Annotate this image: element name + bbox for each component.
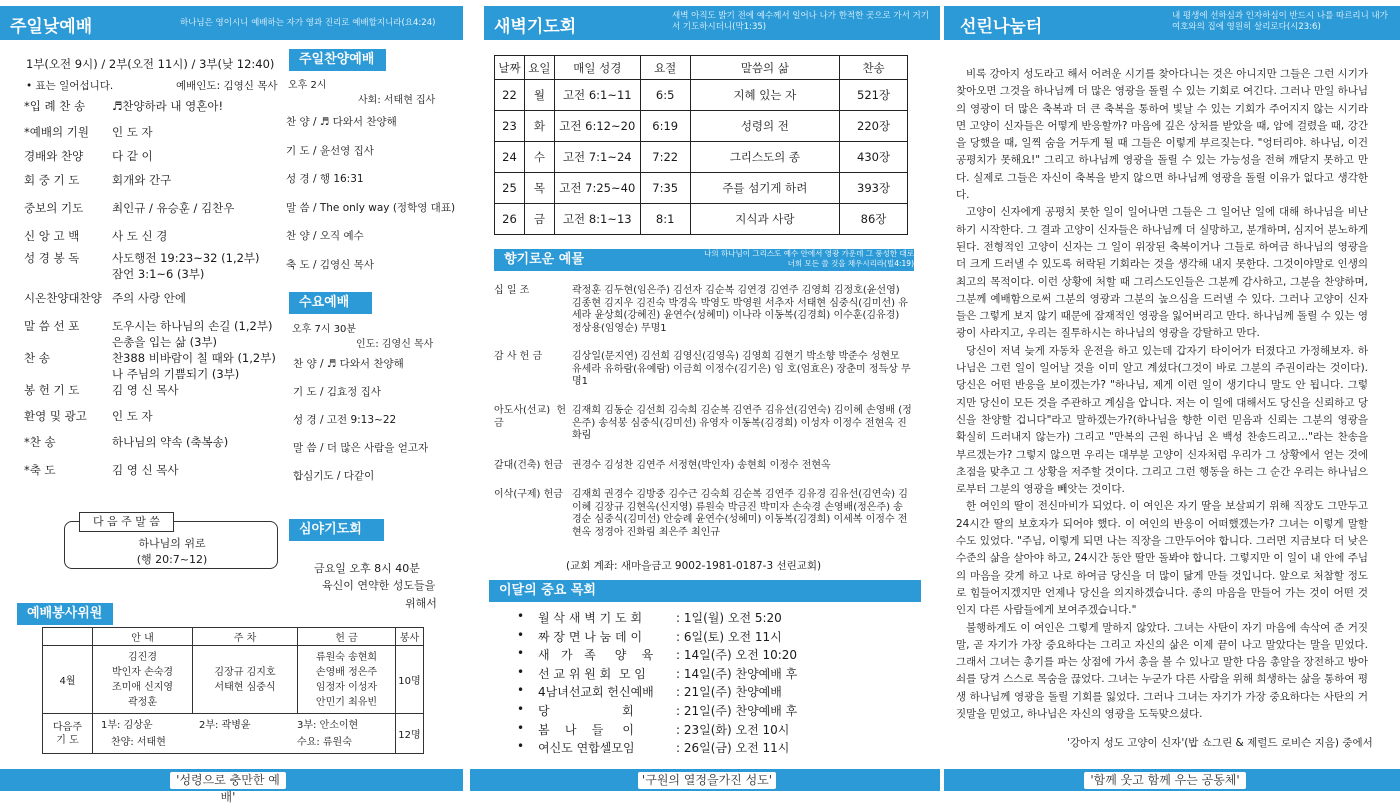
next-wed: 수요: 류원숙 [297,736,352,748]
dawn-cell: 26 [495,204,525,235]
footer-middle [470,769,940,791]
offering-kind: 이삭(구제) 헌금 [494,489,563,500]
committee-next-label [43,714,93,754]
sunday-worship-title: 주일낮예배 [10,17,93,37]
event-when: : 6일(토) 오전 11시 [676,629,782,644]
dawn-cell: 고전 8:1~13 [554,204,640,235]
committee-corner [43,628,93,646]
dawn-cell: 고전 7:25~40 [554,173,640,204]
essay-paragraph: 당신이 저녁 늦게 자동차 운전을 하고 있는데 갑자기 타이어가 터졌다고 가정해보자. 하나님은 그런 일이 일어날 것을 이미 알고 계셨다(그것이 바로 그분의 주권이라는 것이다). 당신은 어떤 반응을 보이겠는가? "하나님, 제게 이런 일이 생기다니 말도 안 됩니다. 그렇지만 당신이 모든 것을 주관하고 계심을 압니다. 저는 이 일에 대해서도 당신을 신뢰하고 당신을 찬양할 겁니다"라고 말하겠는가?(하나님을 향한 이런 믿음과 신뢰는 그분의 영광을 확실히 드러내지 않는가) 그리고 "만복의 근원 하나님 온 백성 찬송드리고…"라는 찬송을 부르겠는가? 그렇지 않으면 우리는 대부분 고양이 신자처럼 우리가 그 상황에서 얻는 것에 초점을 맞추고 그 상황을 저주할 것이다. 그리고 그런 행동을 하는 그 순간 우리는 하나님으로부터 그분의 영광을 빼앗는 것이다. [956,344,1368,496]
midnight-line-3: 위해서 [405,597,437,610]
next-week-box [64,515,278,569]
dawn-cell: 23 [495,111,525,142]
offering-names: 김재희 권경수 김방중 김수근 김숙희 김순복 김연주 김유경 김유선(김연숙) 김이혜 김장규 김현옥(신지영) 류원숙 박금진 박미자 손숙경 손영배(정은주) 송경순 심중식(김미선) 안승례 윤연수(성혜미) 이동복(김경희) 이세복 이정수 전현옥 정경아 진화림 최은주 최인규 [572,489,908,538]
dawn-prayer-banner [484,6,940,40]
dawn-cell: 주를 섬기게 하려 [690,173,839,204]
offering-line: 안민기 최유빈 [315,696,378,708]
committee-next-service: 12명 [396,714,424,754]
event-bullet: • [517,627,525,642]
dawn-header-row [495,56,908,80]
dawn-header-cell: 날짜 [495,56,525,80]
praise-item: 성 경 / 행 16:31 [286,173,364,185]
dawn-cell: 7:22 [640,142,690,173]
order-label: *축 도 [24,463,56,477]
order-value: ♬찬양하라 내 영혼아! [112,99,224,113]
event-bullet: • [517,702,525,716]
offering-kind: 감 사 헌 금 [494,351,543,362]
committee-head-service: 봉사 [396,628,424,646]
wednesday-item: 성 경 / 고전 9:13~22 [293,414,397,426]
order-label: *입 례 찬 송 [24,99,86,113]
event-bullet: • [517,739,525,754]
committee-table [42,627,424,754]
committee-head-offering: 헌 금 [298,628,396,646]
midnight-line-2: 육신이 연약한 성도들을 [322,579,436,592]
order-value: 사도행전 19:23~32 (1,2부) [112,251,260,265]
order-value: 사 도 신 경 [112,229,168,243]
order-value: 다 같 이 [112,149,153,163]
committee-head-guide: 안 내 [93,628,193,646]
sharing-title: 선린나눔터 [960,17,1043,37]
dawn-cell: 6:19 [640,111,690,142]
order-label: 경배와 찬양 [24,149,84,163]
event-name: 짜 장 면 나 눔 데 이 [538,629,643,644]
event-bullet: • [517,720,525,735]
order-label: 신 앙 고 백 [24,229,80,243]
dawn-prayer-verse: 새벽 아직도 밝기 전에 예수께서 일어나 나가 한적한 곳으로 가서 거기서 기도하시더니(막1:35) [672,11,929,32]
wednesday-time: 오후 7시 30분 [292,324,357,335]
dawn-header-cell: 매일 성경 [554,56,640,80]
praise-item: 축 도 / 김영신 목사 [286,258,374,271]
event-name: 봄 나 들 이 [538,722,634,737]
footer-right [944,769,1400,791]
event-name: 당 회 [538,704,634,718]
footer-left-text: '성령으로 충만한 예배' [170,772,286,789]
midnight-line-1: 금요일 오후 8시 40분 [314,562,420,575]
order-value: 인 도 자 [112,409,153,423]
order-value: 인 도 자 [112,125,153,139]
order-value: 회개와 간구 [112,173,172,187]
offering-kind: 아도사(선교) 헌금 [494,405,566,429]
next-label-line: 다음주 [53,721,82,733]
essay-body [956,66,1368,723]
next-week-label: 다 음 주 말 씀 [79,512,174,532]
committee-parking-cell [193,646,298,714]
order-label: 중보의 기도 [24,201,84,215]
order-label: 시온찬양대찬양 [24,291,102,305]
sunday-worship-verse: 하나님은 영이시니 예배하는 자가 영과 진리로 예배할지니라(요4:24) [180,18,436,28]
event-when: : 14일(주) 오전 10:20 [676,648,798,663]
dawn-header-cell: 요절 [640,56,690,80]
committee-month: 4월 [43,646,93,714]
dawn-cell: 430장 [840,142,908,173]
next-label-line: 기 도 [56,734,79,746]
offering-line: 임정자 이성자 [315,681,378,693]
standing-note: • 표는 일어섭니다. [26,80,114,92]
praise-item: 말 씀 / The only way (정학영 대표) [286,201,456,214]
offering-kind: 갈대(건축) 헌금 [494,460,563,471]
dawn-row [495,80,908,111]
dawn-schedule-table [494,55,908,235]
dawn-cell: 86장 [840,204,908,235]
midnight-prayer-header: 심야기도회 [289,519,384,541]
event-name: 4남녀선교회 헌신예배 [538,685,654,700]
praise-worship-header: 주일찬양예배 [289,49,386,71]
dawn-header-cell: 말씀의 삶 [690,56,839,80]
dawn-cell: 수 [524,142,554,173]
next-first: 1부: 김상운 [101,719,153,731]
dawn-row [495,142,908,173]
next-praise: 찬양: 서태현 [111,736,166,748]
praise-item: 찬 양 / 오직 예수 [286,230,364,242]
order-value-2: 은총을 입는 삶 (3부) [112,335,218,349]
order-value-2: 나 주님의 기쁨되기 (3부) [112,367,240,381]
next-week-ref: (행 20:7~12) [136,553,208,566]
guide-line: 곽정훈 [128,696,157,708]
dawn-cell: 7:35 [640,173,690,204]
order-label: 찬 송 [24,351,50,365]
footer-left [0,769,463,804]
dawn-row [495,111,908,142]
dawn-cell: 지혜 있는 자 [690,80,839,111]
dawn-cell: 목 [524,173,554,204]
dawn-cell: 6:5 [640,80,690,111]
event-bullet: • [517,646,525,661]
essay-paragraph: 불행하게도 이 여인은 그렇게 말하지 않았다. 그녀는 사탄이 자기 마음에 속삭여 준 거짓말, 곧 자기가 가장 중요하다는 그리고 자신의 삶은 이제 끝이 나고 말았다는 말을 믿었다. 그래서 그녀는 총기를 파는 상점에 가서 총을 볼 수 있나고 말한 다음 총알을 장전하고 방아쇠를 당겨 스스로 목숨을 끊었다. 그녀는 누군가 다른 사람을 위해 희생하는 삶을 통하여 평생 하나님께 영광을 돌릴 기회를 잃었다. 그러나 그녀는 자기가 가장 중요하다는 사탄의 거짓말을 믿었고, 하나님은 자신의 영광을 도둑맞으셨다. [956,621,1368,720]
dawn-cell: 8:1 [640,204,690,235]
dawn-cell: 지식과 사랑 [690,204,839,235]
dawn-header-cell: 요일 [524,56,554,80]
order-label: *예배의 기원 [24,125,89,139]
essay-paragraph: 고양이 신자에게 공평치 못한 일이 일어나면 그들은 그 일어난 일에 대해 하나님을 비난하기 시작한다. 그 결과 고양이 신자들은 하나님께 더 실망하고, 분개하며, 심지어 분노하게 된다. 전형적인 고양이 신자는 그 일이 위장된 축복이거나 그들로 하여금 하나님의 영광을 더 크게 드러낼 수 있도록 허락된 기회라는 것을 생각해 내지 못한다. 그것이야말로 인생의 최고의 목적이다. 이런 상황에 처할 때 그리스도인들은 그분께 감사하고, 그분을 찬양하며, 그분께 예배함으로써 그분의 영광과 그분의 높으심을 드러낼 수 있다. 그러나 고양이 신자들은 그렇게 보지 않기 때문에 잠재적인 영광을 잃어버리고 만다. 하나님께 돌릴 수 있는 영광이 사라지고, 우리는 질투하시는 하나님의 영광을 강탈하고 만다. [956,206,1368,340]
parking-line: 김장규 김지호 [214,666,276,678]
next-third: 3부: 안소이현 [297,719,359,731]
guide-line: 김진경 [128,651,157,663]
order-label: 회 중 기 도 [24,173,80,187]
event-when: : 1일(월) 오전 5:20 [676,611,782,625]
dawn-cell: 25 [495,173,525,204]
offering-header: 향기로운 예물 [494,249,914,271]
event-name: 월 삭 새 벽 기 도 회 [538,611,643,625]
event-name: 여신도 연합셀모임 [538,741,635,756]
dawn-cell: 22 [495,80,525,111]
dawn-cell: 고전 6:12~20 [554,111,640,142]
dawn-cell: 고전 7:1~24 [554,142,640,173]
offering-kind: 십 일 조 [494,285,530,296]
wednesday-item: 기 도 / 김효정 집사 [293,386,381,398]
order-value: 최인규 / 유승훈 / 김찬우 [112,201,235,215]
offering-verse: 나의 하나님이 그리스도 예수 안에서 영광 가운데 그 풍성한 대로 너희 모든 쓸 것을 채우시리라(빌4:19) [704,249,914,268]
committee-service-count: 10명 [396,646,424,714]
committee-next-cell [93,714,396,754]
offering-names: 곽정훈 김두현(임은주) 김선자 김순복 김연경 김연주 김영희 김정호(윤선영) 김종현 김지우 김진숙 박경옥 박영도 박영원 서추자 서태현 심중식(김미선) 유세라 윤상희(강혜진) 윤연수(성혜미) 이나라 이동복(김경희) 이수훈(김유경) 정상용(임영순) 무명1 [572,285,908,334]
essay-paragraph: 한 여인의 딸이 전신마비가 되었다. 이 여인은 자기 딸을 보살피기 위해 직장도 그만두고 24시간 딸의 보호자가 되어야 했다. 이 여인의 반응이 어떠했겠는가? 그녀는 이렇게 말할 수도 있었다. "주님, 이렇게 되면 나는 직장을 그만두어야 합니다. 그러면 지금보다 더 낮은 수준의 삶을 살아야 하고, 24시간 동안 딸만 돌봐야 합니다. 그렇지만 이 일이 내 안에 주님의 마음을 갖게 하고 나로 하여금 당신을 더 많이 닮게 만들 것입니다. 앞으로 처참할 정도로 힘들어지겠지만 언제나 당신을 의지하겠습니다. 종의 마음을 만들어 가는 것이 어떤 것인지 다른 사람들에게 보여주겠습니다." [956,500,1368,617]
event-when: : 23일(화) 오전 10시 [676,722,790,737]
dawn-row [495,173,908,204]
worship-times: 1부(오전 9시) / 2부(오전 11시) / 3부(낮 12:40) [26,57,275,71]
sharing-banner [944,6,1400,40]
event-when: : 26일(금) 오전 11시 [676,741,790,756]
praise-item: 찬 양 / ♬ 다와서 찬양해 [286,116,397,128]
next-second: 2부: 곽병윤 [199,719,251,731]
dawn-cell: 393장 [840,173,908,204]
dawn-cell: 521장 [840,80,908,111]
order-value: 김 영 신 목사 [112,383,179,397]
offering-names: 권경수 김성찬 김연주 서정현(박인자) 송현희 이정수 전현옥 [572,460,831,471]
event-name: 새 가 족 양 육 [538,648,654,663]
order-label: 성 경 봉 독 [24,251,80,265]
dawn-cell: 금 [524,204,554,235]
offering-names: 김재희 김동순 김선희 김숙희 김순복 김연주 김유선(김연숙) 김이혜 손영배 (정은주) 송석봉 심중식(김미선) 유영자 이동복(김경희) 이성자 이정수 전현옥 진화림 [572,405,912,442]
offering-names: 김상일(문지연) 김선희 김영신(김영옥) 김영희 김현기 박소향 박준수 성현모 유세라 유하람(유예람) 이금희 이정수(김기은) 임 호(엄효은) 장춘미 정득상 무명1 [572,351,911,388]
order-label: *찬 송 [24,435,56,449]
dawn-cell: 24 [495,142,525,173]
essay-source: '강아지 성도 고양이 신자'(밥 쇼그린 & 제럴드 로비슨 지음) 중에서 [1067,737,1373,749]
offering-line: 손영배 정은주 [315,666,378,678]
account-info: (교회 계좌: 새마을금고 9002-1981-0187-3 선린교회) [566,560,822,572]
event-when: : 21일(주) 찬양예배 후 [676,704,798,718]
dawn-row [495,204,908,235]
parking-line: 서태현 심중식 [214,681,276,693]
dawn-cell: 월 [524,80,554,111]
sharing-verse: 내 평생에 선하심과 인자하심이 반드시 나를 따르리니 내가 여호와의 집에 영원히 살리로다(시23:6) [1172,11,1388,32]
wednesday-item: 말 씀 / 더 많은 사람을 얻고자 [293,442,429,454]
order-label: 봉 헌 기 도 [24,383,80,397]
event-when: : 14일(주) 찬양예배 후 [676,666,798,681]
dawn-cell: 그리스도의 종 [690,142,839,173]
praise-time: 오후 2시 [288,80,327,91]
event-bullet: • [517,609,525,623]
praise-moderator: 사회: 서태현 집사 [358,95,436,106]
order-value-2: 잠언 3:1~6 (3부) [112,267,205,281]
sunday-worship-banner [0,6,463,40]
event-bullet: • [517,683,525,698]
wednesday-item: 찬 양 / ♬ 다와서 찬양해 [293,358,404,370]
dawn-cell: 220장 [840,111,908,142]
event-bullet: • [517,664,525,679]
committee-guide-cell [93,646,193,714]
essay-paragraph: 비록 강아지 성도라고 해서 어려운 시기를 찾아다니는 것은 아니지만 그들은 그런 시기가 찾아오면 그것을 하나님께 더 많은 영광을 돌릴 수 있는 기회로 여긴다. 그러나 만일 하나님의 영광이 더 많은 축복과 더 큰 축복을 통하여 빛날 수 있는 기회가 주어지지 않는 시기라면 고양이 신자들은 어떻게 반응할까? 마음에 깊은 상처를 받았을 때, 암에 걸렸을 때, 강간을 당했을 때, 일찍 숨을 거두게 될 때 그들은 이렇게 부르짖는다. "엉터리야. 하나님, 이건 공평치가 못해요!" 그리고 하나님께 영광을 돌릴 수 있는 가능성을 전혀 깨닫지 못하고 만다. 실제로 그들은 자신이 축복을 받지 않으면 하나님께 영광을 돌릴 이유가 없다고 생각한다. [956,68,1368,202]
footer-middle-text: '구원의 열정을가진 성도' [638,772,776,789]
order-label: 말 씀 선 포 [24,319,80,333]
footer-right-text: '함께 웃고 함께 우는 공동체' [1084,772,1246,789]
dawn-prayer-title: 새벽기도회 [494,17,577,37]
dawn-cell: 고전 6:1~11 [554,80,640,111]
wednesday-leader: 인도: 김영신 목사 [356,339,434,350]
committee-head-parking: 주 차 [193,628,298,646]
order-value: 김 영 신 목사 [112,463,179,477]
wednesday-header: 수요예배 [289,292,372,314]
wednesday-item: 합심기도 / 다같이 [293,470,375,482]
event-name: 선 교 위 원 회 모 임 [538,666,646,681]
order-value: 주의 사랑 안에 [112,291,186,305]
praise-item: 기 도 / 윤선영 집사 [286,144,374,157]
events-header: 이달의 중요 목회 [489,580,921,602]
dawn-cell: 성령의 전 [690,111,839,142]
event-when: : 21일(주) 찬양예배 [676,685,782,700]
dawn-header-cell: 찬송 [840,56,908,80]
order-label: 환영 및 광고 [24,409,87,423]
order-value: 찬388 비바람이 칠 때와 (1,2부) [112,351,276,365]
order-value: 도우시는 하나님의 손길 (1,2부) [112,319,273,333]
offering-line: 류원숙 송현희 [315,651,378,663]
dawn-cell: 화 [524,111,554,142]
next-week-title: 하나님의 위로 [138,537,206,550]
guide-line: 박인자 손숙경 [111,666,174,678]
committee-header: 예배봉사위원 [17,603,113,625]
worship-leader: 예배인도: 김영신 목사 [176,80,278,92]
guide-line: 조미애 신지영 [111,681,174,693]
committee-offering-cell [298,646,396,714]
order-value: 하나님의 약속 (축복송) [112,435,229,449]
